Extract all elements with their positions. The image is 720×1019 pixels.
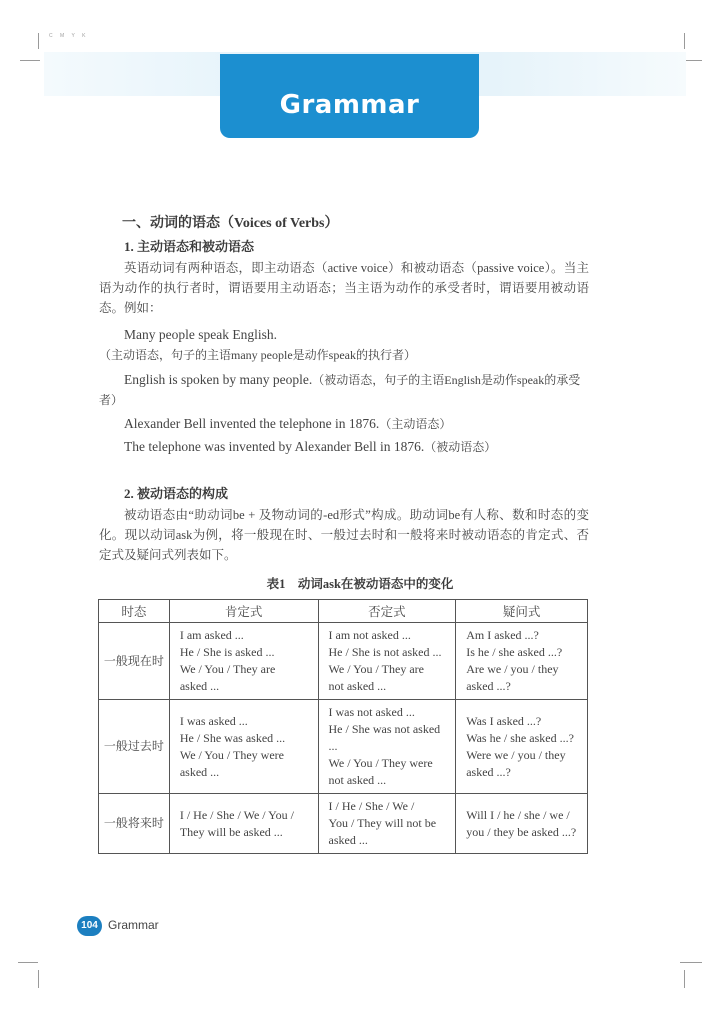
- cell-line: They will be asked ...: [179, 824, 283, 839]
- column-header: 肯定式: [169, 600, 318, 623]
- cell-line: I am not asked ...: [328, 628, 411, 642]
- cell-line: Was I asked ...?: [466, 713, 542, 728]
- cell-line: You / They will not be: [328, 816, 437, 830]
- cell-line: I was not asked ...: [328, 705, 415, 719]
- registration-marks: C M Y K: [49, 33, 89, 39]
- intro-paragraph-2: 被动语态由“助动词be + 及物动词的-ed形式”构成。助动词be有人称、数和时态的变化。现以动词ask为例，将一般现在时、一般过去时和一般将来时被动语态的肯定式、否定式及疑问式列表如下。: [99, 508, 589, 562]
- cell-line: asked ...?: [466, 764, 511, 779]
- cell-line: He / She is asked ...: [179, 645, 275, 659]
- negative-cell: [318, 700, 456, 794]
- table-row: [99, 623, 588, 700]
- crop-mark: [38, 33, 39, 49]
- example-1: [99, 325, 589, 365]
- cell-line: I / He / She / We /: [328, 799, 415, 813]
- cell-line: Am I asked ...?: [466, 628, 539, 642]
- question-cell: [456, 794, 588, 854]
- cell-line: Were we / you / they: [466, 747, 566, 762]
- section-heading: 一、动词的语态（Voices of Verbs）: [122, 216, 339, 231]
- negative-cell: [318, 623, 456, 700]
- cell-line: ...: [328, 739, 338, 753]
- crop-mark: [20, 60, 40, 61]
- cell-line: Will I / he / she / we /: [466, 807, 570, 822]
- example-sentence: English is spoken by many people.: [124, 372, 313, 387]
- crop-mark: [18, 962, 38, 963]
- column-header: 否定式: [318, 600, 456, 623]
- table-row: [99, 700, 588, 794]
- subheading-1: 1. 主动语态和被动语态: [124, 239, 255, 254]
- crop-mark: [680, 962, 702, 963]
- example-sentence: Many people speak English.: [124, 327, 277, 342]
- table-caption: 表1 动词ask在被动语态中的变化: [266, 577, 454, 591]
- cell-line: We / You / They were: [179, 747, 284, 762]
- example-4: [99, 437, 589, 457]
- cell-line: I was asked ...: [179, 713, 248, 728]
- cell-line: Was he / she asked ...?: [466, 730, 574, 745]
- negative-cell: [318, 794, 456, 854]
- table-header-row: [99, 600, 588, 623]
- cell-line: asked ...: [328, 833, 368, 847]
- cell-line: not asked ...: [328, 679, 387, 693]
- subheading-2: 2. 被动语态的构成: [124, 486, 229, 501]
- cell-line: I / He / She / We / You /: [179, 807, 294, 822]
- tense-cell: 一般现在时: [99, 623, 170, 700]
- cell-line: We / You / They were: [328, 756, 433, 770]
- cell-line: not asked ...: [328, 773, 387, 787]
- cell-line: We / You / They are: [179, 662, 276, 676]
- cell-line: I am asked ...: [179, 628, 244, 642]
- column-header: 疑问式: [456, 600, 588, 623]
- example-sentence: Alexander Bell invented the telephone in 1876.: [124, 416, 380, 431]
- cell-line: you / they be asked ...?: [466, 824, 577, 839]
- affirmative-cell: [169, 623, 318, 700]
- example-3: [99, 414, 589, 434]
- crop-mark: [38, 970, 39, 988]
- column-header: 时态: [99, 600, 170, 623]
- crop-mark: [684, 970, 685, 988]
- section-title: Grammar: [279, 90, 420, 120]
- affirmative-cell: [169, 794, 318, 854]
- cell-line: asked ...: [179, 764, 220, 779]
- cell-line: Are we / you / they: [466, 662, 559, 676]
- affirmative-cell: [169, 700, 318, 794]
- table-row: [99, 794, 588, 854]
- intro-paragraph: 英语动词有两种语态，即主动语态（active voice）和被动语态（passive voice）。当主语为动作的执行者时，谓语要用主动语态；当主语为动作的承受者时，谓语要用被动语态。例如：: [99, 261, 589, 315]
- cell-line: asked ...?: [466, 679, 511, 693]
- tense-cell: 一般将来时: [99, 794, 170, 854]
- example-note: （主动语态，句子的主语many people是动作speak的执行者）: [99, 348, 416, 362]
- example-note: （被动语态）: [424, 440, 497, 454]
- crop-mark: [684, 33, 685, 49]
- tense-cell: 一般过去时: [99, 700, 170, 794]
- cell-line: Is he / she asked ...?: [466, 645, 563, 659]
- example-2: [99, 370, 589, 410]
- question-cell: [456, 700, 588, 794]
- grammar-table: [98, 599, 588, 854]
- cell-line: He / She is not asked ...: [328, 645, 442, 659]
- cell-line: He / She was asked ...: [179, 730, 286, 745]
- cell-line: asked ...: [179, 679, 220, 693]
- page-number-badge: 104: [77, 916, 102, 936]
- cell-line: We / You / They are: [328, 662, 424, 676]
- example-note: （主动语态）: [379, 417, 452, 431]
- example-sentence: The telephone was invented by Alexander Bell in 1876.: [124, 439, 425, 454]
- footer-label: Grammar: [108, 918, 159, 932]
- section-tab: [220, 54, 479, 138]
- example-note: （被动语态，句子的主语English是动作speak的承受者）: [99, 373, 581, 407]
- cell-line: He / She was not asked: [328, 722, 441, 736]
- question-cell: [456, 623, 588, 700]
